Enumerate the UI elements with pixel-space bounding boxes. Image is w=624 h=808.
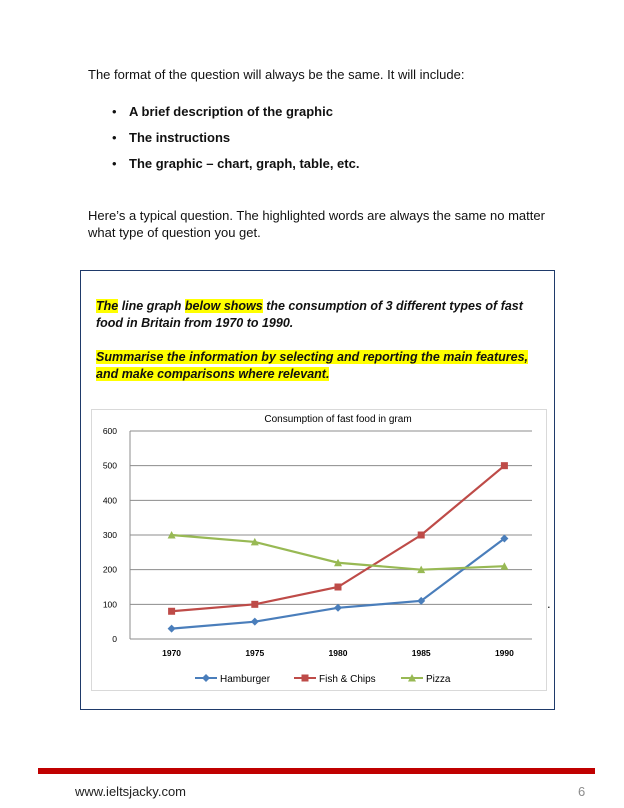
bullet-text: The instructions [129,130,231,145]
highlight-the: The [96,299,119,313]
stray-dot: . [547,596,551,611]
data-point-fish-chips [335,584,342,591]
bullet-item [112,155,359,181]
data-point-fish-chips [418,532,425,539]
data-point-fish-chips [168,608,175,615]
question-text-part: the consumption of 3 different types of fast food in Britain from 1970 to 1990. [96,299,523,330]
y-tick-label: 100 [102,599,117,610]
data-point-fish-chips [251,601,258,608]
bullet-item [112,103,359,129]
data-point-hamburger [251,618,259,626]
bullet-dot: • [112,130,117,145]
legend-label-pizza: Pizza [426,674,451,685]
data-point-fish-chips [501,462,508,469]
question-instructions [96,349,541,383]
y-tick-label: 300 [102,530,117,540]
y-tick-label: 500 [102,460,117,471]
y-tick-label: 0 [112,634,117,644]
legend-marker-hamburger [202,674,210,682]
line-chart [91,409,547,691]
y-tick-label: 200 [102,564,117,575]
data-point-hamburger [168,625,176,633]
legend-marker-fish-chips [302,675,309,682]
bullet-dot: • [112,104,117,119]
legend-label-fish-chips: Fish & Chips [319,674,376,685]
y-tick-label: 400 [102,495,117,506]
bullet-text: The graphic – chart, graph, table, etc. [129,156,360,171]
question-text-part: line graph [118,299,185,313]
question-description [96,298,541,332]
highlight-instructions: Summarise the information by selecting and reporting the main features, and make comparisons where relevant. [96,350,529,381]
chart-svg [92,410,546,690]
typical-question-text: Here’s a typical question. The highlighted words are always the same no matter what type of question you get. [88,208,545,240]
x-tick-label: 1985 [411,648,431,658]
intro-text: The format of the question will always be the same. It will include: [88,67,465,82]
x-tick-label: 1990 [494,648,514,658]
x-tick-label: 1975 [245,648,265,658]
legend-label-hamburger: Hamburger [220,674,271,685]
bullet-list [112,103,359,181]
highlight-below-shows: below shows [184,299,263,313]
chart-title: Consumption of fast food in gram [264,414,412,425]
question-box [80,270,555,710]
footer-bar [38,768,595,774]
bullet-text: A brief description of the graphic [129,104,333,119]
x-tick-label: 1970 [162,648,182,658]
y-tick-label: 600 [102,426,117,436]
data-point-hamburger [334,604,342,612]
bullet-dot: • [112,156,117,171]
x-tick-label: 1980 [328,648,348,658]
bullet-item [112,129,359,155]
footer-url: www.ieltsjacky.com [75,784,187,799]
page-number: 6 [578,784,586,799]
